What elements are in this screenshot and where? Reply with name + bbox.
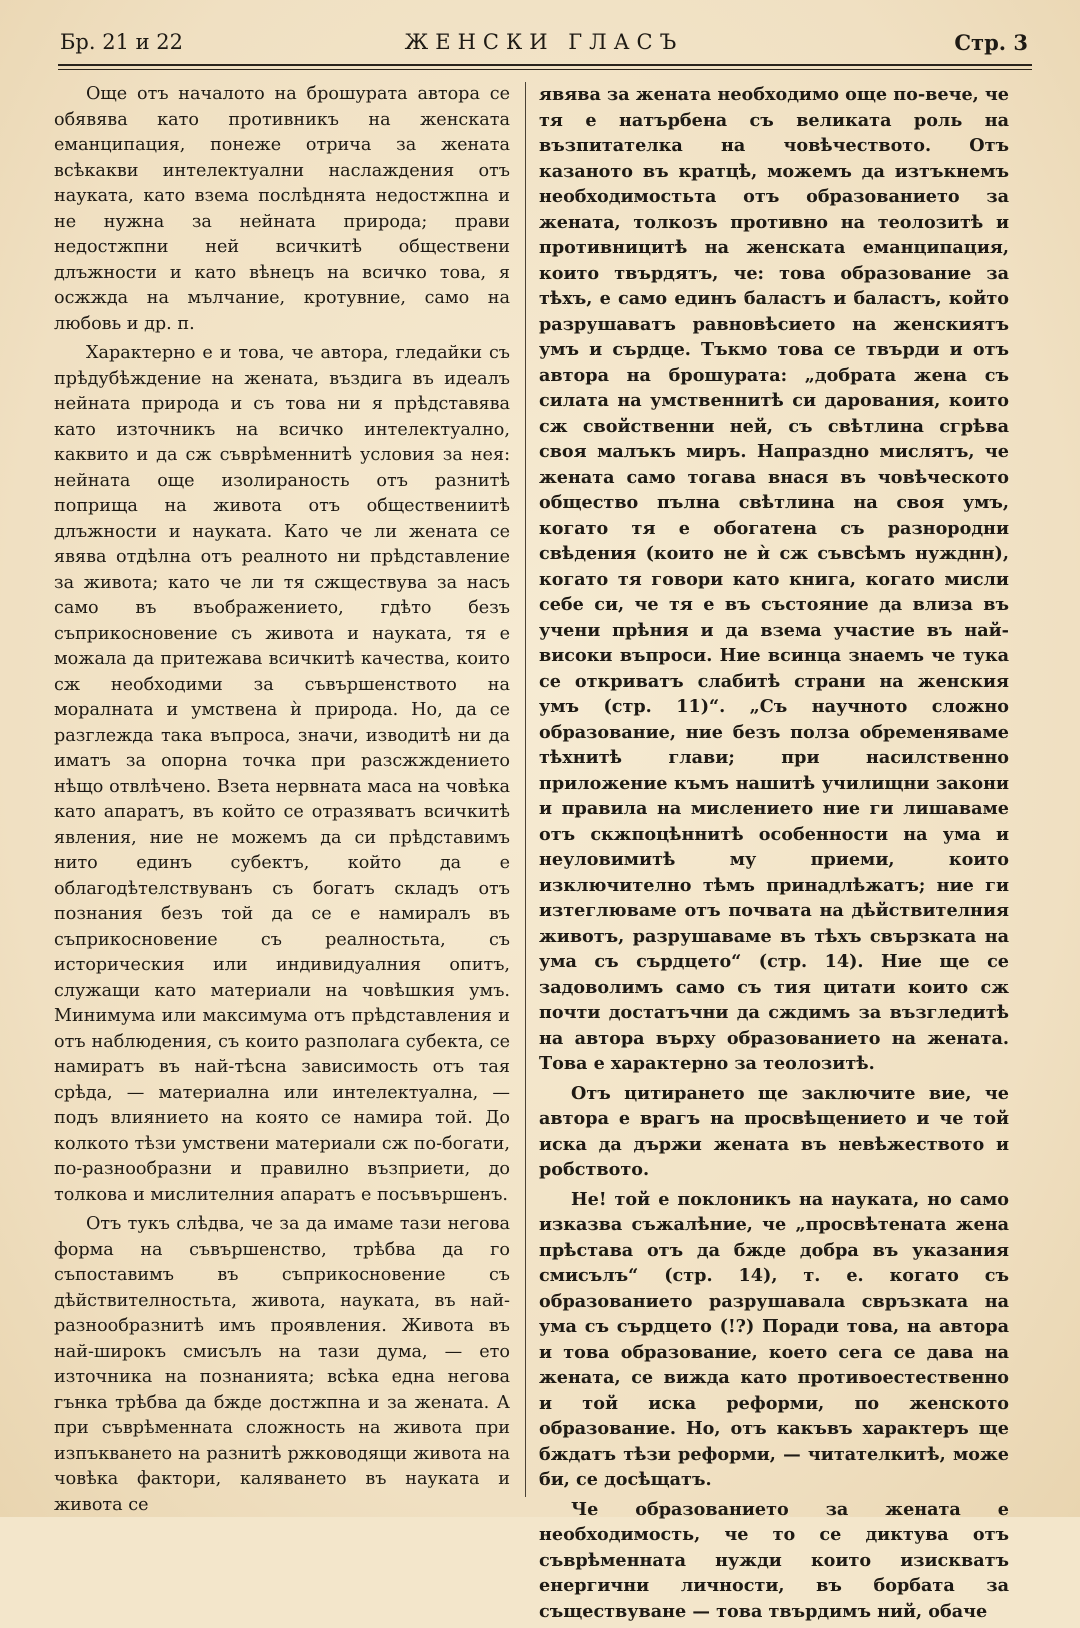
page-number: Стр. 3 <box>954 30 1028 55</box>
header-rule <box>58 64 1032 66</box>
header-rule-thin <box>58 69 1032 70</box>
column-divider <box>525 82 526 1497</box>
paragraph: Отъ тукъ слѣдва, че за да имаме тази негова форма на съвършенство, трѣбва да го съпоставимъ въ съприкосновение съ дѣйствителностьта, живота, науката, въ най-разнообразнитѣ имъ проявления. Живота въ най-широкъ смисълъ на тази дума, — ето източника на познанията; всѣка една негова гънка трѣбва да бжде достжпна и за жената. А при съврѣменната сложность на живота при изпъкването на разнитѣ ржководящи живота на човѣка фактори, каляването въ науката и живота се <box>54 1214 510 1515</box>
right-column <box>539 82 1009 1628</box>
left-column <box>54 82 510 1522</box>
paragraph: Че образованието за жената е необходимость, че то се диктува отъ съврѣменната нужди които изискватъ енергични личности, въ борбата за съществуване — това твърдимъ ний, обаче <box>539 1498 1009 1622</box>
issue-number: Бр. 21 и 22 <box>60 30 184 54</box>
paragraph: явява за жената необходимо още по-вече, че тя е натърбена съ великата роль на възпитателка на човѣчеството. Отъ казаното въ кратцѣ, можемъ да изтъкнемъ необходимостьта отъ образованието за жената, толкозъ противно на теолозитѣ и противницитѣ на женската еманципация, които твърдятъ, че: това образование за тѣхъ, е само единъ баластъ и баластъ, който разрушаватъ равновѣсието на женскиятъ умъ и сърдце. Тъкмо това се твърди и отъ автора на брошурата: „добрата жена съ силата на умственнитѣ си дарования, които сж свойственни ней, съ свѣтлина сгрѣва своя малъкъ миръ. Напраздно мислятъ, че жената само тогава внася въ човѣческото общество пълна свѣтлина на своя умъ, когато тя е обогатена съ разнородни свѣдения (които не ѝ сж съвсѣмъ нужднн), когато тя говори като книга, когато мисли себе си, че тя е въ състояние да влиза въ учени прѣния и да взема участие въ най-високи въпроси. Ние всинца знаемъ че тука се откриватъ слабитѣ страни на женския умъ (стр. 11)“. „Съ научното сложно образование, ние безъ полза обременяваме тѣхнитѣ глави; при насилственно приложение къмъ нашитѣ училищни закони и правила на мислението ние ги лишаваме отъ скжпоцѣннитѣ особенности на ума и неуловимитѣ му приеми, които изключително тѣмъ принадлѣжатъ; ние ги изтеглюваме отъ почвата на дѣйствителния животъ, разрушаваме въ тѣхъ свързката на ума съ сърдцето“ (стр. 14). Ние ще се задоволимъ само съ тия цитати които сж почти достатъчни да сждимъ за възгледитѣ на автора върху образованието на жената. Това е характерно за теолозитѣ. <box>539 84 1009 1074</box>
paragraph: Не! той е поклоникъ на науката, но само изказва съжалѣние, че „просвѣтената жена прѣстава отъ да бжде добра въ указания смисълъ“ (стр. 14), т. е. когато съ образованието разрушавала свръзката на ума съ сърдцето (!?) Поради това, на автора и това образование, което сега се дава на жената, се вижда като противоестественно и той иска реформи, по женското образование. Но, отъ какъвъ характеръ ще бждатъ тѣзи реформи, — читателкитѣ, може би, се досѣщатъ. <box>539 1188 1009 1490</box>
paragraph: Още отъ началото на брошурата автора се обявява като противникъ на женската еманципация, понеже отрича за жената всѣкакви интелектуални наслаждения отъ науката, като взема послѣднята недостжпна и не нужна за нейната природа; прави недостжпни ней всичкитѣ обществени длъжности и като вѣнецъ на всичко това, я осжжда на мълчание, кротувние, само на любовь и др. п. <box>54 84 510 334</box>
paragraph: Отъ цитирането ще заключите вие, че автора е врагъ на просвѣщението и че той иска да държи жената въ невѣжеството и робството. <box>539 1082 1009 1180</box>
page-header <box>58 30 1030 60</box>
newspaper-title: ЖЕНСКИ ГЛАСЪ <box>404 30 684 54</box>
paragraph: Характерно е и това, че автора, гледайки съ прѣдубѣждение на жената, въздига въ идеалъ нейната природа и съ това ни я прѣдставява като източникъ на всичко интелектуално, каквито и да сж съврѣменнитѣ условия за нея: нейната още изолираность отъ разнитѣ поприща на живота отъ обществениитѣ длъжности и науката. Като че ли жената се явява отдѣлна отъ реалното ни прѣдставление за живота; като че ли тя сжществува за насъ само въ въображението, гдѣто безъ съприкосновение съ живота и науката, тя е можала да притежава всичкитѣ качества, които сж необходими за съвършенството на моралната и умствена ѝ природа. Но, да се разглежда така въпроса, значи, изводитѣ ни да иматъ за опорна точка при разсжждението нѣщо отвлѣчено. Взета нервната маса на човѣка като апаратъ, въ който се отразяватъ всичкитѣ явления, ние не можемъ да си прѣдставимъ нито единъ субектъ, който да е облагодѣтелствуванъ съ богатъ складъ отъ познания безъ той да се е намиралъ въ съприкосновение съ реалностьта, съ историческия или индивидуалния опитъ, служащи като материали на човѣшкия умъ. Минимума или максимума отъ прѣдставления и отъ наблюдения, съ които разполага субекта, се намиратъ въ най-тѣсна зависимость отъ тая срѣда, — материална или интелектуална, — подъ влиянието на която се намира той. До колкото тѣзи умствени материали сж по-богати, по-разнообразни и правилно възприети, до толкова и мислителния апаратъ е посъвършенъ. <box>54 343 510 1205</box>
